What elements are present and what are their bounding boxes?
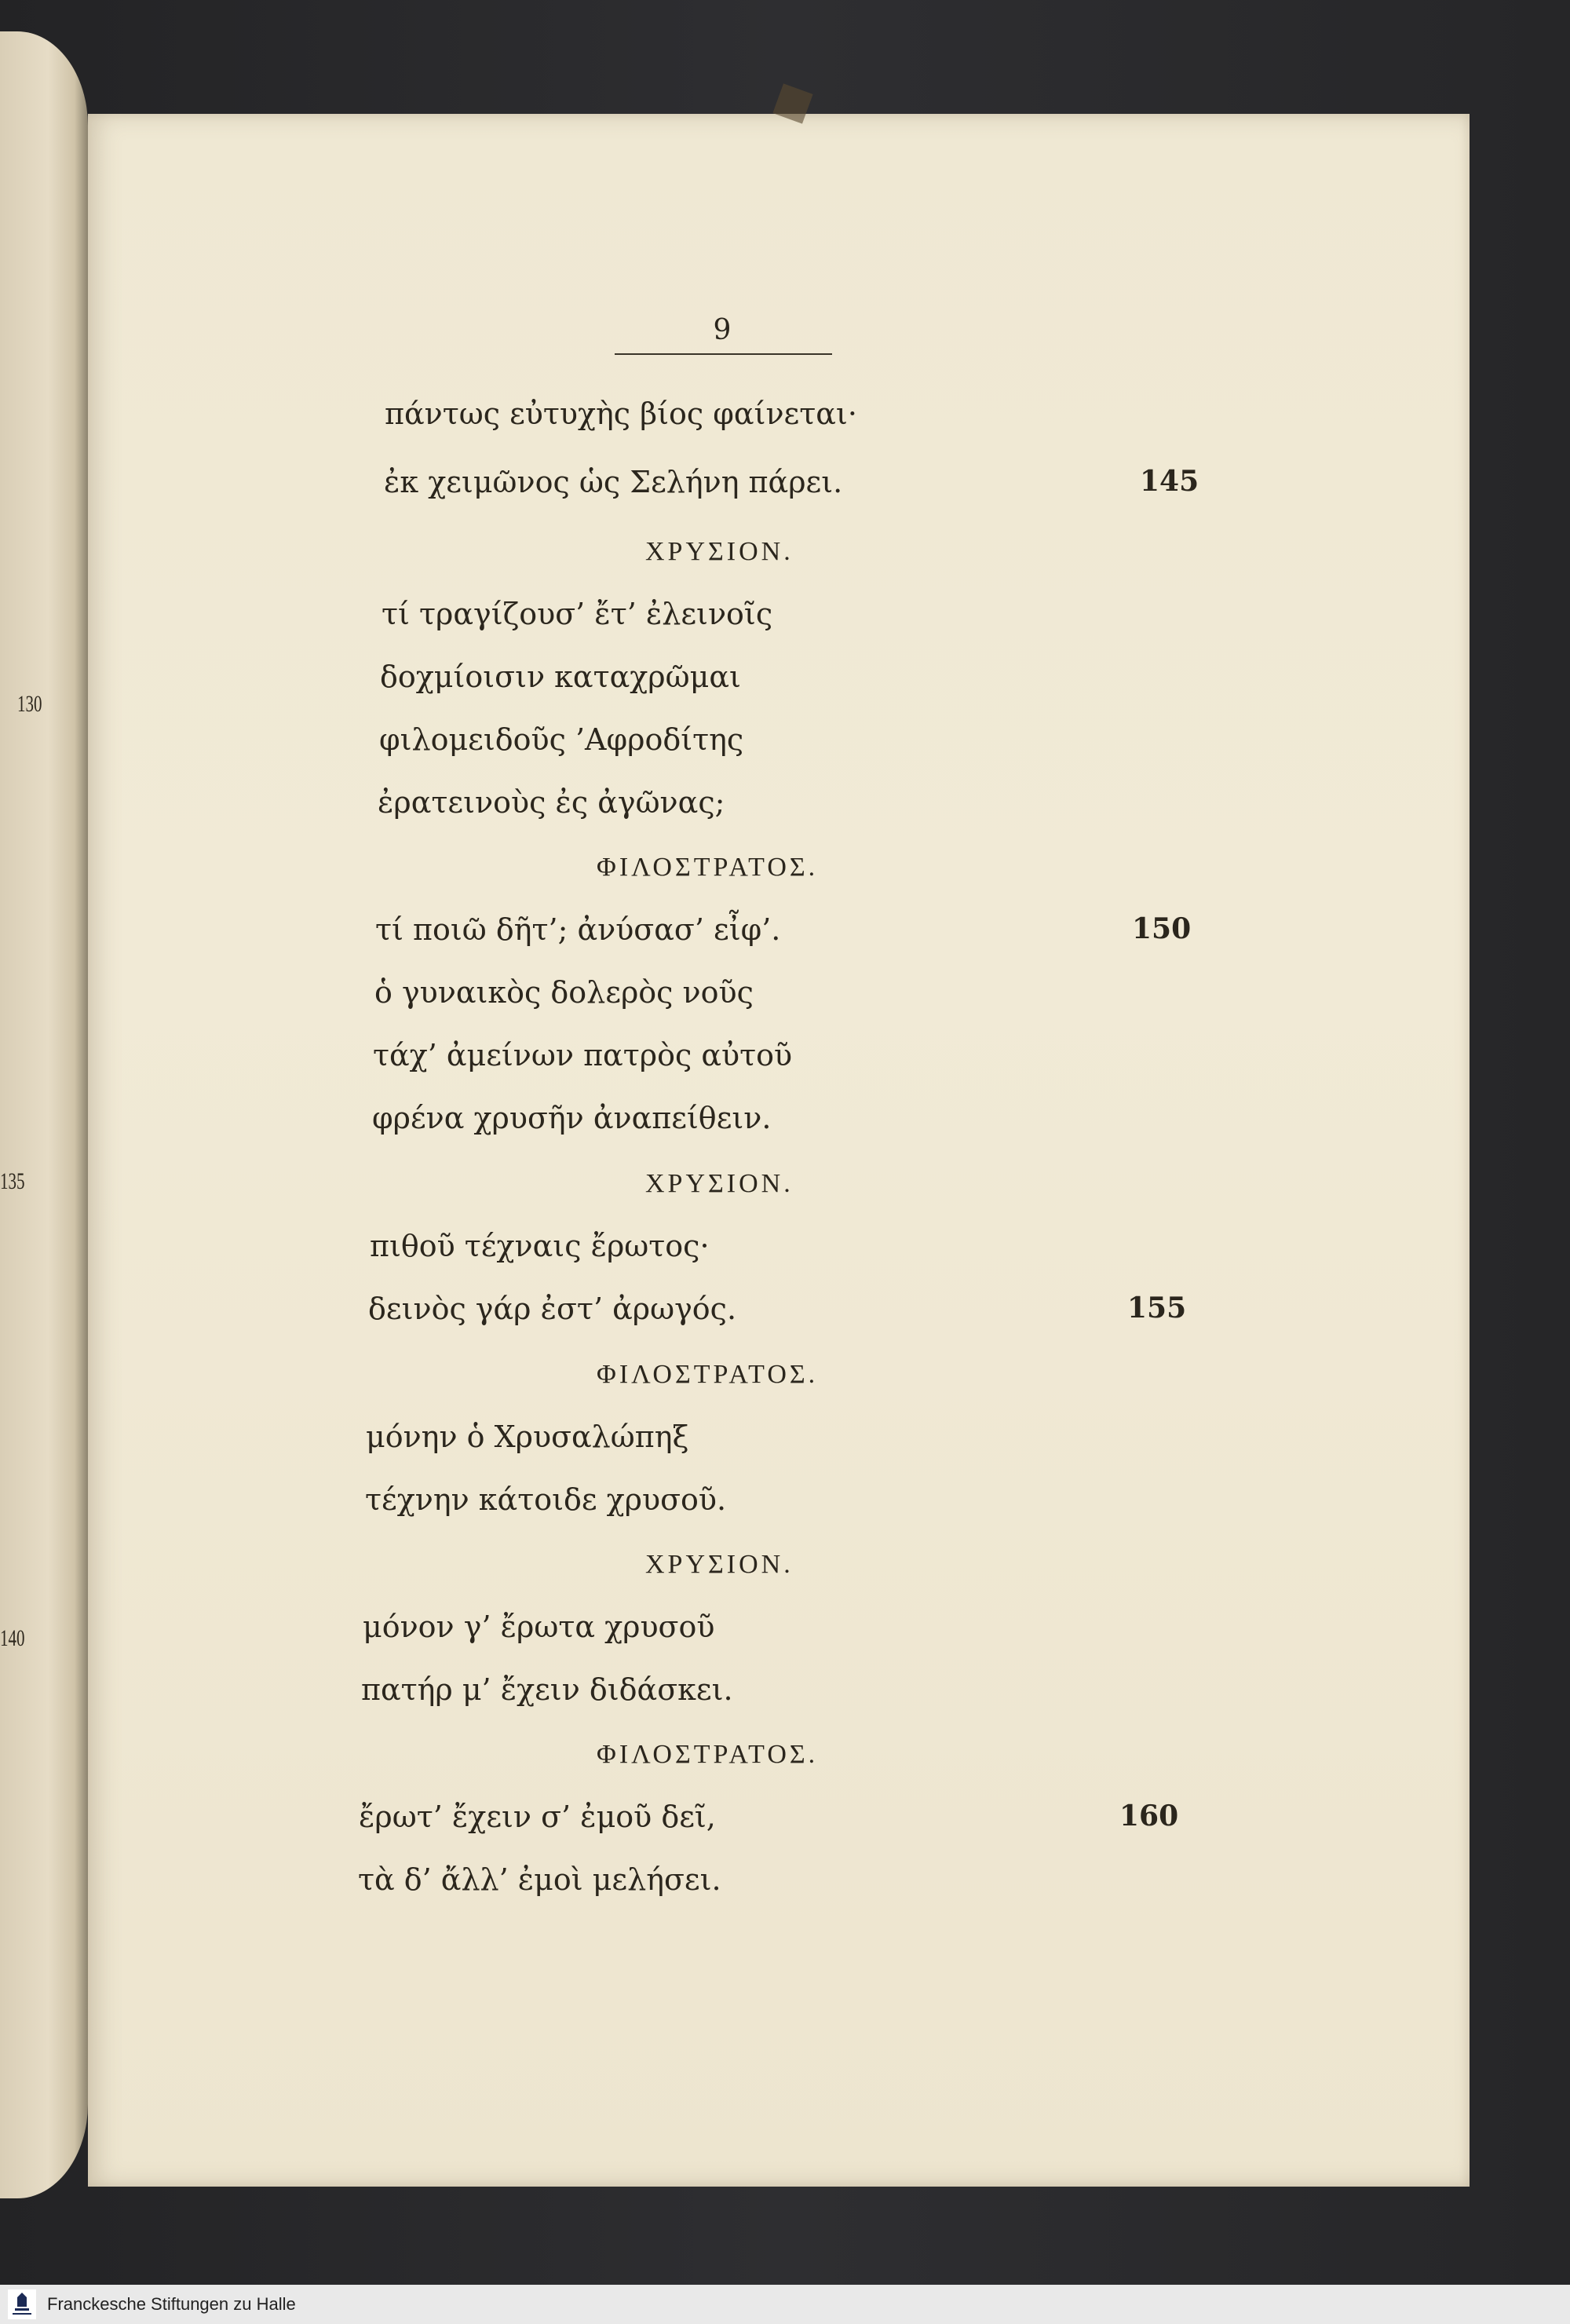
speaker-heading: ΧΡΥΣΙΟΝ. <box>645 537 794 566</box>
verse-line: μόνην ὁ Χρυσαλώπηξ <box>366 1420 689 1454</box>
verse-line: δεινὸς γάρ ἐστ’ ἀρωγός. <box>368 1292 737 1326</box>
page-number: 9 <box>713 314 732 346</box>
line-number: 155 <box>1127 1292 1187 1325</box>
verse-line: φρένα χρυσῆν ἀναπείθειν. <box>372 1101 772 1135</box>
line-number: 150 <box>1132 912 1192 945</box>
verse-line: τί τραγίζουσ’ ἔτ’ ἐλεινοῖς <box>382 597 773 631</box>
left-line-number: 135 <box>0 1168 25 1194</box>
verse-line: δοχμίοισιν καταχρῶμαι <box>380 660 741 694</box>
footer-bar <box>0 2285 1570 2324</box>
page-number-rule <box>615 353 832 355</box>
verse-line: πάντως εὐτυχὴς βίος φαίνεται· <box>385 396 857 431</box>
verse-line: ὁ γυναικὸς δολερὸς νοῦς <box>374 975 754 1010</box>
speaker-heading: ΧΡΥΣΙΟΝ. <box>645 1169 794 1198</box>
speaker-heading: ΦΙΛΟΣΤΡΑΤΟΣ. <box>597 1360 819 1389</box>
verse-line: ἔρωτ’ ἔχειν σ’ ἐμοῦ δεῖ, <box>359 1800 716 1834</box>
speaker-heading: ΧΡΥΣΙΟΝ. <box>645 1550 794 1579</box>
line-number: 145 <box>1140 465 1199 498</box>
speaker-heading: ΦΙΛΟΣΤΡΑΤΟΣ. <box>597 1740 819 1769</box>
verse-line: μόνον γ’ ἔρωτα χρυσοῦ <box>363 1610 715 1644</box>
left-page-edge <box>0 31 88 2198</box>
verse-line: ἐκ χειμῶνος ὡς Σελήνη πάρει. <box>384 465 843 499</box>
verse-line: τί ποιῶ δῆτ’; ἀνύσασ’ εἶφ’. <box>375 912 781 947</box>
verse-line: τάχ’ ἀμείνων πατρὸς αὐτοῦ <box>373 1038 793 1072</box>
institution-logo-icon <box>8 2289 36 2319</box>
verse-line: πιθοῦ τέχναις ἔρωτος· <box>370 1229 710 1263</box>
verse-line: ἐρατεινοὺς ἐς ἀγῶνας; <box>378 785 725 820</box>
verse-line: τέχνην κάτοιδε χρυσοῦ. <box>365 1482 727 1517</box>
line-number: 160 <box>1119 1800 1179 1833</box>
left-line-number: 140 <box>0 1625 25 1651</box>
verse-line: φιλομειδοῦς ’Αφροδίτης <box>379 722 744 757</box>
verse-line: πατήρ μ’ ἔχειν διδάσκει. <box>361 1672 733 1707</box>
verse-line: τὰ δ’ ἄλλ’ ἐμοὶ μελήσει. <box>358 1862 721 1897</box>
speaker-heading: ΦΙΛΟΣΤΡΑΤΟΣ. <box>597 853 819 882</box>
footer-credit: Franckesche Stiftungen zu Halle <box>47 2294 296 2314</box>
left-line-number: 130 <box>17 691 42 717</box>
